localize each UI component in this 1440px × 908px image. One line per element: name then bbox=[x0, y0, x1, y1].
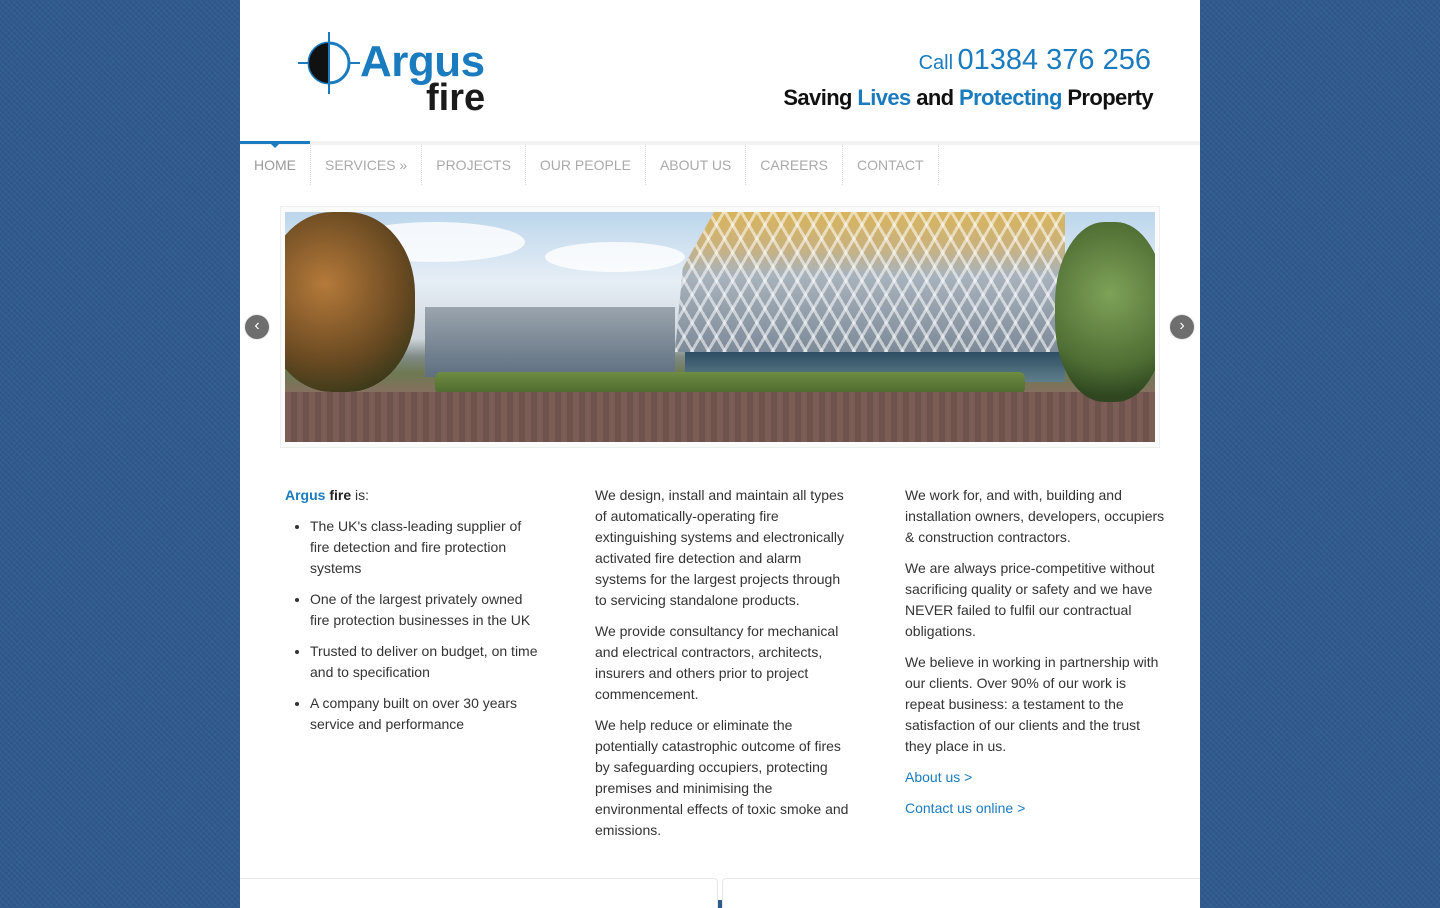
logo-word-argus: Argus bbox=[360, 37, 485, 86]
nav-item-projects[interactable]: PROJECTS bbox=[422, 145, 526, 185]
argus-fire-logo[interactable] bbox=[298, 32, 508, 118]
library-building-shape bbox=[675, 212, 1065, 352]
crosshair-logo-icon bbox=[298, 32, 360, 94]
intro-brand-argus: Argus bbox=[285, 487, 326, 503]
slider-next-button[interactable]: › bbox=[1170, 315, 1194, 339]
column-services bbox=[595, 485, 855, 851]
tagline-word: and bbox=[916, 85, 954, 110]
paragraph: We work for, and with, building and installation owners, developers, occupiers & construction contractors. bbox=[905, 487, 1165, 545]
phone-number[interactable] bbox=[919, 44, 1151, 77]
footer-panel-right bbox=[722, 878, 1200, 908]
contact-us-online-link[interactable]: Contact us online > bbox=[905, 800, 1026, 816]
nav-item-about-us[interactable]: ABOUT US bbox=[646, 145, 746, 185]
bullet-item: • One of the largest privately owned fire protection businesses in the UK bbox=[310, 589, 540, 631]
tagline-highlight: Protecting bbox=[959, 85, 1062, 110]
paragraph: We believe in working in partnership with our clients. Over 90% of our work is repeat business: a testament to the satisfaction of our clients and the trust they place in us. bbox=[905, 654, 1159, 754]
paragraph: We design, install and maintain all types of automatically-operating fire extinguishing systems and electronically activated fire detection and alarm systems for the largest projects through to servicing standalone products. bbox=[595, 487, 845, 608]
tagline-word: Property bbox=[1067, 85, 1153, 110]
paragraph: We help reduce or eliminate the potentially catastrophic outcome of fires by safeguarding occupiers, protecting premises and minimising the environmental effects of toxic smoke and emissions. bbox=[595, 717, 849, 838]
call-label: Call bbox=[918, 52, 954, 74]
tagline-word: Saving bbox=[783, 85, 852, 110]
tagline bbox=[783, 85, 1153, 111]
nav-item-services[interactable]: SERVICES » bbox=[311, 145, 422, 185]
footer-panel-left bbox=[240, 878, 718, 908]
site-header bbox=[240, 0, 1200, 141]
about-us-link[interactable]: About us > bbox=[905, 769, 973, 785]
paragraph: We are always price-competitive without sacrificing quality or safety and we have NEVER failed to fulfil our contractual obligations. bbox=[905, 560, 1155, 639]
intro-line bbox=[285, 485, 540, 506]
main-nav bbox=[240, 141, 1200, 191]
tree-shape bbox=[1055, 222, 1155, 402]
column-clients bbox=[905, 485, 1165, 829]
slide-image[interactable] bbox=[285, 212, 1155, 442]
bullet-item: • Trusted to deliver on budget, on time and to specification bbox=[310, 641, 540, 683]
bullet-list bbox=[285, 516, 540, 735]
plaza-shape bbox=[285, 392, 1155, 442]
page-container bbox=[240, 0, 1200, 900]
tree-shape bbox=[285, 212, 415, 392]
nav-item-contact[interactable]: CONTACT bbox=[843, 145, 939, 185]
column-intro bbox=[285, 485, 540, 745]
building-shape bbox=[425, 307, 675, 377]
hero-slider bbox=[280, 206, 1160, 448]
slider-prev-button[interactable]: ‹ bbox=[245, 315, 269, 339]
nav-item-home[interactable]: HOME bbox=[240, 145, 311, 185]
paragraph: We provide consultancy for mechanical and electrical contractors, architects, insurers and others prior to project commencement. bbox=[595, 623, 839, 702]
bullet-item: • The UK's class-leading supplier of fire detection and fire protection systems bbox=[310, 516, 540, 579]
hedge-shape bbox=[435, 372, 1025, 394]
nav-item-our-people[interactable]: OUR PEOPLE bbox=[526, 145, 646, 185]
cloud-shape bbox=[545, 242, 685, 272]
nav-item-careers[interactable]: CAREERS bbox=[746, 145, 843, 185]
phone-digits: 01384 376 256 bbox=[957, 44, 1151, 76]
tagline-highlight: Lives bbox=[857, 85, 911, 110]
logo-word-fire: fire bbox=[426, 77, 486, 119]
footer-panels bbox=[240, 878, 1200, 900]
intro-suffix: is: bbox=[351, 487, 370, 503]
intro-brand-fire: fire bbox=[329, 487, 352, 503]
bullet-item: • A company built on over 30 years service and performance bbox=[310, 693, 540, 735]
